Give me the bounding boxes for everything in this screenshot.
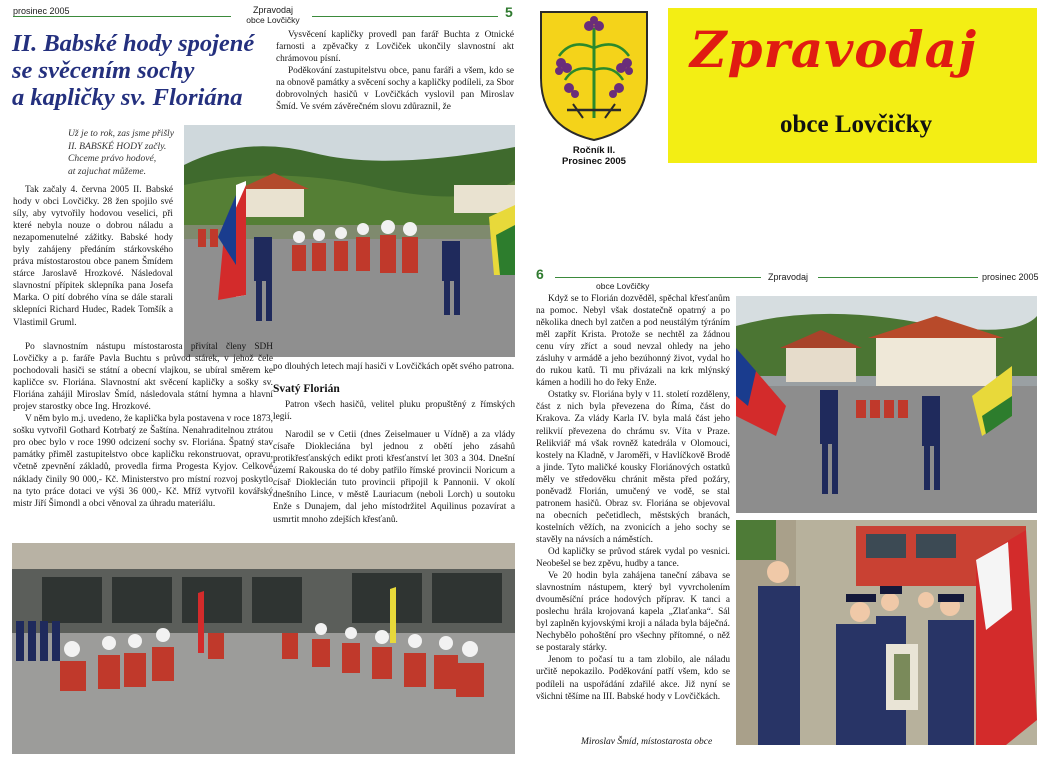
article-col1-lead <box>13 184 173 329</box>
paragraph: Jenom to počasí tu a tam zlobilo, ale náladu určitě nepokazilo. Poděkování patří všem, kdo se podíleli na uspořádání zdařilé akce. Již nyní se všichni těšíme na III. Babské hody v Lovčičkách. <box>536 655 730 702</box>
masthead-banner <box>668 8 1037 163</box>
paragraph: Po slavnostním nástupu místostarosta přivítal členy SDH Lovčičky a p. faráře Pavla Buchtu s průvod stárek, v jehož čele pochodovali hasiči se státní a obecní vlajkou, se ubíral směrem ke kapličce sv. Floriána. Slavnostní akt svěcení kapličky a sošky sv. Floriána zahájil Miroslav Šmíd, následovala státní hymna a hlavní projev starostky obce Ing. Hrozkové. <box>13 342 273 413</box>
paragraph: Patron všech hasičů, velitel pluku propuštěný z římských legií. <box>273 400 515 423</box>
intro-line: Chceme právo hodové, <box>68 153 157 164</box>
dancers-photo <box>12 543 515 754</box>
article-title <box>12 30 274 111</box>
masthead-title: Zpravodaj <box>690 20 978 79</box>
article-col2-bottom <box>273 361 515 526</box>
article-col1 <box>13 341 273 510</box>
paragraph: Poděkování zastupitelstvu obce, panu faráři a všem, kdo se na obnově památky a svěcení sochy a kapličky podíleli, za Sbor dobrovolných hasičů v Lovčičkách vyslovil pan Miroslav Šmíd. Ve svém závěrečném slovu zdůraznil, že <box>276 66 514 113</box>
paragraph: Vysvěcení kapličky provedl pan farář Buchta z Otnické farnosti a zpěvačky z Lovčiček ukončily slavnostní akt chrámovou písní. <box>276 30 514 65</box>
paragraph: Ve 20 hodin byla zahájena taneční zábava se slavnostním nástupem, který byl vyvrcholením dvouměsíční práce hodových příprav. K tanci a poslechu hrála krojovaná kapela „Zlaťanka“. Sál byl zaplněn kyjovskými kroji a nálada byla báječná. Nechybělo pohoštění pro všechny přítomné, o něž se postaraly stárky. <box>536 571 730 654</box>
page5-header-title: Zpravodaj <box>252 5 294 15</box>
flag-bearers-photo <box>736 296 1037 513</box>
title-line-1: II. Babské hody spojené <box>12 30 255 57</box>
article-col2-top <box>276 29 514 113</box>
page6-header-rule-right <box>818 277 978 278</box>
paragraph: Od kapličky se průvod stárek vydal po vesnici. Neobešel se bez zpěvu, hudby a tance. <box>536 546 730 570</box>
page5-header-rule-left <box>13 16 231 17</box>
page6-number: 6 <box>536 266 544 282</box>
paragraph: Když se to Florián dozvěděl, spěchal křesťanům na pomoc. Nebyl však dostatečně opatrný a po několika dnech byl zatčen a pod neustálým týráním měl zapřít Krista. Protože se nechtěl za žádnou cenu víry zříct a soud nevzal ohledy na jeho zásluhy v armádě a jeho bezúhonný život, vydal ho do rukou katů. Ti mu přivázali na krk mlýnský kámen a hodili ho do řeky Enže. <box>536 294 730 389</box>
intro-line: Už je to rok, zas jsme přišly <box>68 128 174 139</box>
section-heading: Svatý Florián <box>273 383 340 396</box>
page6-header-title: Zpravodaj <box>768 272 809 282</box>
page6-text <box>536 293 730 703</box>
page6-header-sub: obce Lovčičky <box>596 281 650 291</box>
procession-photo <box>184 125 515 357</box>
intro-line: II. BABSKÉ HODY začly. <box>68 140 167 152</box>
volume-info <box>547 145 641 167</box>
page6-header-rule-left <box>555 277 761 278</box>
intro-verse <box>68 128 188 178</box>
title-line-3: a kapličky sv. Floriána <box>12 84 243 111</box>
paragraph: Narodil se v Cetii (dnes Zeiselmauer u Vídně) a za vlády císaře Diokleciána byl jednou z obětí jeho zásahů protikřesťanských edikt proti křesťanství let 303 a 304. Dnešní území Rakouska do té doby patřilo římské provincii Noricum a císař Dioklecián tuto provincii připojil k Pannonii. V okolí dnešního Lince, v městě Lauriacum (neboli Lorch) u soutoku Enže s Dunajem, dal jeho místodržitel Aquilinus pozavírat a usmrtit mnoho zdejších křesťanů. <box>273 430 515 525</box>
title-line-2: se svěcením sochy <box>12 57 195 84</box>
page5-number: 5 <box>505 4 513 20</box>
masthead-subtitle: obce Lovčičky <box>780 111 933 138</box>
coat-of-arms-icon <box>537 8 651 142</box>
author-signature: Miroslav Šmíd, místostarosta obce <box>581 737 713 747</box>
paragraph: Tak začaly 4. června 2005 II. Babské hody v obci Lovčičky. 28 žen spojilo své síly, aby vytvořily hodovou veselici, při které nebyla nouze o dobrou náladu a nezapomenutelné zážitky. Babské hody byly zahájeny předáním stárkovského práva místostarostou obce panem Šmídem stárce Jaroslavě Hrozkové. Následoval slavnostní přípitek sklepníka pana Josefa Marka. O pití dobrého vína se dále starali sklepníci Richard Hudec, Radek Tomšík a Vlastimil Gruml. <box>13 185 173 328</box>
paragraph: V něm bylo m.j. uvedeno, že kaplička byla postavena v roce 1873, sošku vytvořil Gothard Kotrbatý ze Šaštína. Nenahraditelnou ztrátou pro obec bylo v roce 1990 odcizení sochy sv. Floriána. Špatný stav památky přiměl zastupitelstvo obce kapličku rekonstruovat, opravu, včetně zpevnění základů, provedla firma Progesta Kyjov. Celkové náklady činily 90 000,- Kč. Ministerstvo pro místní rozvoj poskytlo na tyto práce dotaci ve výši 36 000,- Kč. Mříž vytvořil kovářský mistr Jiří Šimondl a obci věnoval za úhradu materiálu. <box>13 414 273 509</box>
issue-date: Prosinec 2005 <box>562 156 626 167</box>
paragraph: Ostatky sv. Floriána byly v 11. století rozděleny, část z nich byla převezena do Říma, část do Krakova. Za vlády Karla IV. byla malá část jeho relikvií převezena do chrámu sv. Víta v Praze. Relikviář má však rovněž katedrála v Olomouci, kostely na Kladně, v Jaroměři, v Havlíčkově Brodě a jinde. Tyto maličké kousky Floriánových ostatků měly ve středověku chránit města před požáry, poněvadž Florián, umučený ve vodě, se stal patronem hasičů. Obraz sv. Floriána se objevoval na obecních pečetidlech, městských branách, kostelních věžích, na zvonicích a jeho sochy se stavěly na návsích a náměstích. <box>536 390 730 545</box>
intro-line: at zajuchat můžeme. <box>68 165 147 177</box>
page5-header-rule-right <box>312 16 498 17</box>
page6-header-date: prosinec 2005 <box>982 272 1039 282</box>
firefighters-statue-photo <box>736 520 1037 745</box>
volume-label: Ročník II. <box>572 145 616 156</box>
paragraph: po dlouhých letech mají hasiči v Lovčičkách opět svého patrona. <box>273 362 515 372</box>
page5-header-sub: obce Lovčičky <box>246 15 300 25</box>
page5-header-date: prosinec 2005 <box>13 6 70 16</box>
